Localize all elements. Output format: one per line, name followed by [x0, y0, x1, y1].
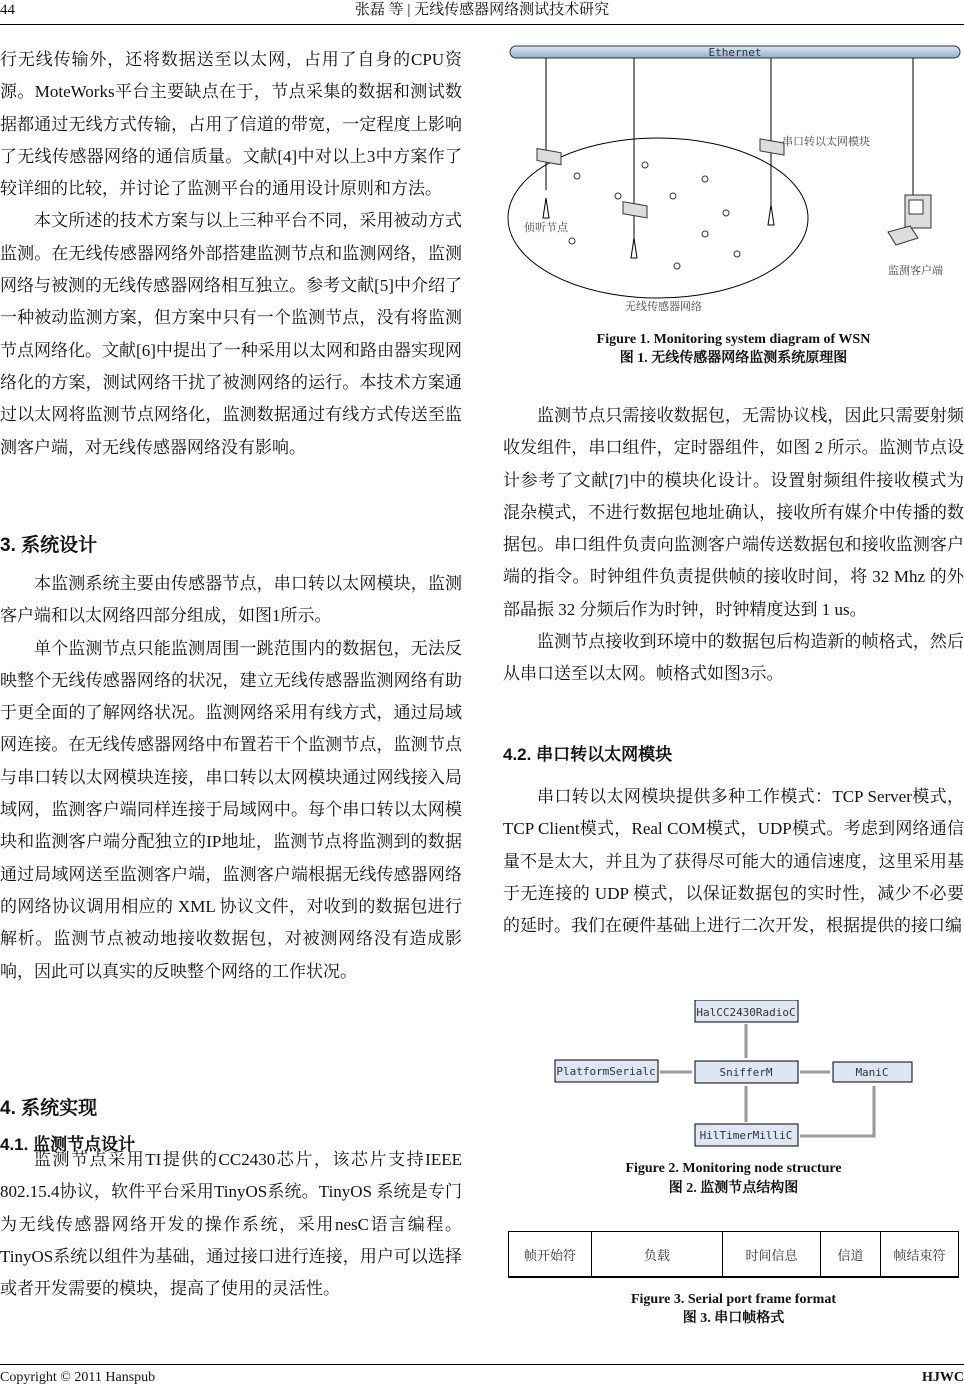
frame-cell: 信道: [821, 1232, 881, 1278]
figure-2-caption-en: Figure 2. Monitoring node structure: [625, 1161, 842, 1176]
serial-module-icon: [537, 139, 784, 218]
block-timer: HilTimerMilliC: [699, 1129, 793, 1142]
wsn-label: 无线传感器网络: [625, 301, 702, 313]
client-label: 监测客户端: [888, 265, 943, 277]
figure-2-caption-zh: 图 2. 监测节点结构图: [668, 1181, 799, 1196]
sensor-node-icon: [569, 162, 740, 269]
right-column: [503, 400, 964, 691]
figure-1-caption-en: Figure 1. Monitoring system diagram of WSN: [596, 332, 871, 347]
paragraph: 监测节点接收到环境中的数据包后构造新的帧格式，然后从串口送至以太网。帧格式如图3示。: [503, 632, 964, 684]
paragraph: 监测节点采用TI提供的CC2430芯片，该芯片支持IEEE 802.15.4协议，软件平台采用TinyOS系统。TinyOS 系统是专门为无线传感器网络开发的操作系统，采用nesC语言编程。TinyOS系统以组件为基础，通过接口进行连接，用户可以选择或者开发需要的模块，提高了使用的灵活性。: [0, 1150, 462, 1299]
paragraph: 单个监测节点只能监测周围一跳范围内的数据包，无法反映整个无线传感器网络的状况，建立无线传感器监测网络有助于更全面的了解网络状况。监测网络采用有线方式，通过局域网连接。在无线传感器网络中布置若干个监测节点，监测节点与串口转以太网模块连接，串口转以太网模块通过网线接入局域网，监测客户端同样连接于局域网中。每个串口转以太网模块和监测客户端分配独立的IP地址，监测节点将监测到的数据通过局域网送至监测客户端，监测客户端根据无线传感器网络的网络协议调用相应的 XML 协议文件，对收到的数据包进行解析。监测节点被动地接收数据包，对被测网络没有造成影响，因此可以真实的反映整个网络的工作状况。: [0, 638, 462, 981]
right-column-section42: [503, 781, 964, 942]
frame-cell: 帧开始符: [509, 1232, 592, 1278]
figure-3-caption-zh: 图 3. 串口帧格式: [682, 1311, 785, 1326]
paragraph: 监测节点只需接收数据包，无需协议栈，因此只需要射频收发组件，串口组件，定时器组件，如图 2 所示。监测节点设计参考了文献[7]中的模块化设计。设置射频组件接收模式为混杂模式，不进行数据包地址确认，接收所有媒介中传播的数据包。串口组件负责向监测客户端传送数据包和接收监测客户端的指令。时钟组件负责提供帧的接收时间，将 32 Mhz 的外部晶振 32 分频后作为时钟，时钟精度达到 1 us。: [503, 406, 964, 619]
frame-cell: 帧结束符: [881, 1232, 959, 1278]
left-column: [0, 44, 462, 464]
figure-1-diagram: [500, 40, 964, 320]
section-heading-3: 3. 系统设计: [0, 535, 98, 556]
section-heading-4-1: 4.1. 监测节点设计: [0, 1135, 136, 1154]
header-rule: [0, 24, 964, 25]
page-number: 44: [0, 2, 15, 18]
serial-module-label: 串口转以太网模块: [782, 136, 870, 148]
running-title: 张磊 等 | 无线传感器网络测试技术研究: [354, 2, 610, 18]
sniffer-label: 侦听节点: [524, 222, 568, 234]
paragraph: 行无线传输外，还将数据送至以太网，占用了自身的CPU资源。MoteWorks平台主要缺点在于，节点采集的数据和测试数据都通过无线方式传输，占用了信道的带宽，一定程度上影响了无线传感器网络的通信质量。文献[4]中对以上3中方案作了较详细的比较，并讨论了监测平台的通用设计原则和方法。: [0, 50, 462, 199]
block-serial: PlatformSerialc: [556, 1065, 656, 1078]
paragraph: 串口转以太网模块提供多种工作模式：TCP Server模式，TCP Client模式，Real COM模式，UDP模式。考虑到网络通信量不是太大，并且为了获得尽可能大的通信速度，这里采用基于无连接的 UDP 模式，以保证数据包的实时性，减少不必要的延时。我们在硬件基础上进行二次开发，根据提供的接口编: [503, 787, 964, 936]
copyright: Copyright © 2011 Hanspub: [0, 1370, 156, 1385]
figure-3-caption-en: Figure 3. Serial port frame format: [630, 1292, 836, 1307]
paragraph: 本文所述的技术方案与以上三种平台不同，采用被动方式监测。在无线传感器网络外部搭建监测节点和监测网络，监测网络与被测的无线传感器网络相互独立。参考文献[5]中介绍了一种被动监测方案，但方案中只有一个监测节点，没有将监测节点网络化。文献[6]中提出了一种采用以太网和路由器实现网络化的方案，测试网络干扰了被测网络的运行。本技术方案通过以太网将监测节点网络化，监测数据通过有线方式传送至监测客户端，对无线传感器网络没有影响。: [0, 211, 462, 457]
left-column-section41: [0, 1144, 462, 1305]
antenna-icon: [543, 198, 774, 258]
block-sniffer: SnifferM: [719, 1066, 773, 1079]
journal-abbrev: HJWC: [922, 1370, 964, 1385]
section-heading-4-2: 4.2. 串口转以太网模块: [503, 745, 673, 764]
frame-cell: 时间信息: [723, 1232, 821, 1278]
footer-rule: [0, 1364, 964, 1365]
ethernet-label: Ethernet: [708, 46, 762, 59]
figure-2-diagram: [500, 1000, 964, 1150]
paragraph: 本监测系统主要由传感器节点，串口转以太网模块，监测客户端和以太网络四部分组成，如图1所示。: [0, 574, 462, 626]
left-column-section3: [0, 568, 462, 988]
computer-icon: [888, 195, 931, 245]
frame-format-table: [508, 1231, 959, 1278]
frame-cell: 负载: [592, 1232, 723, 1278]
block-radio: HalCC2430RadioC: [696, 1006, 796, 1019]
block-main: ManiC: [855, 1066, 889, 1079]
figure-1-caption-zh: 图 1. 无线传感器网络监测系统原理图: [619, 351, 848, 366]
table-row: [509, 1232, 959, 1278]
section-heading-4: 4. 系统实现: [0, 1098, 98, 1119]
